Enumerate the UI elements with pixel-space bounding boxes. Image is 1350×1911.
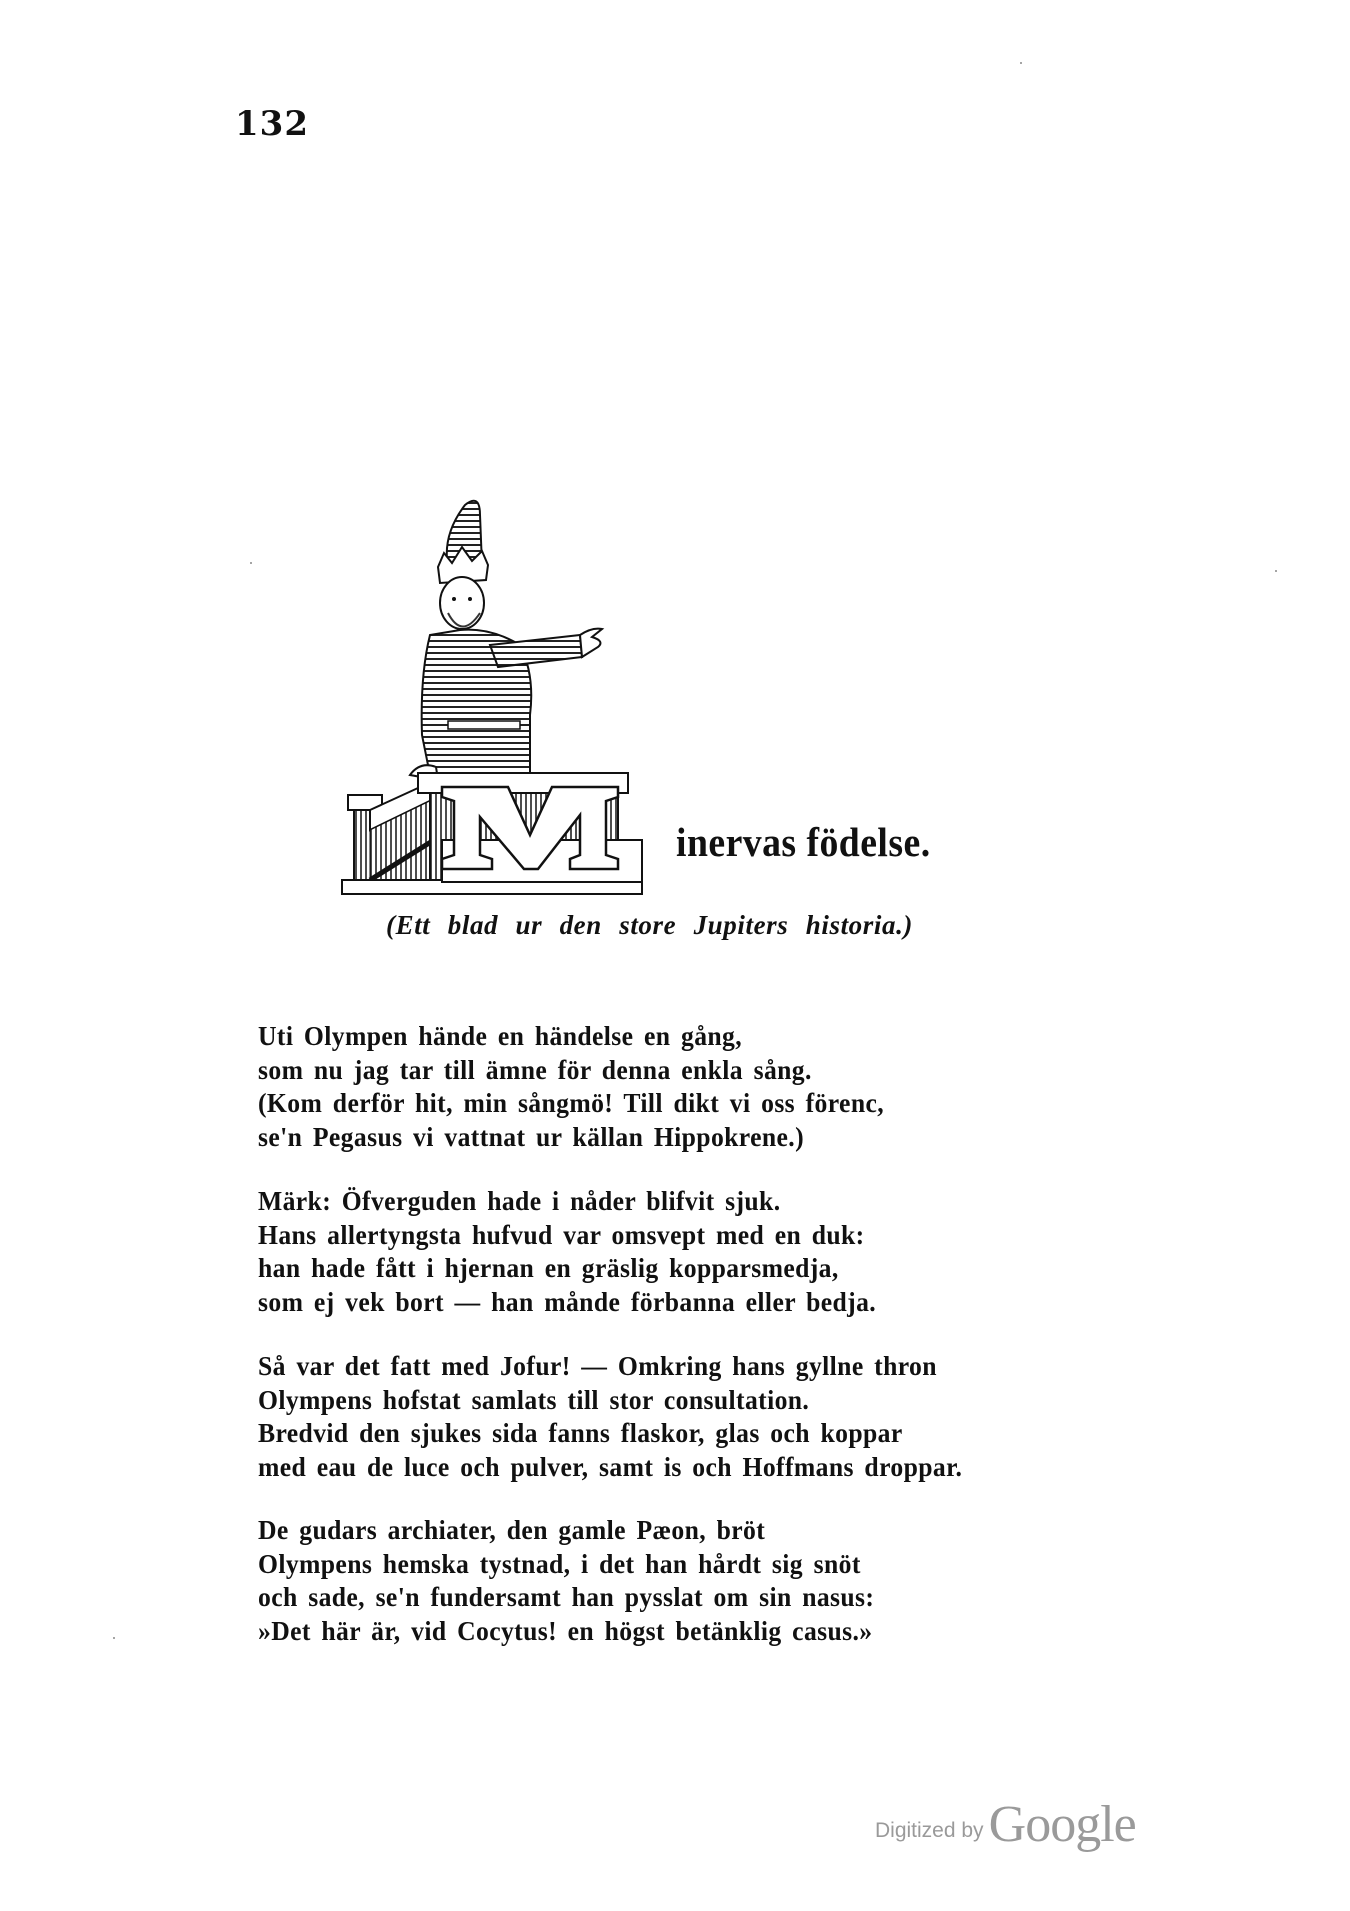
verse-line: Uti Olympen hände en händelse en gång, (258, 1021, 743, 1051)
page-number: 132 (235, 104, 309, 144)
verse-line: »Det här är, vid Cocytus! en högst betänklig casus.» (258, 1615, 873, 1646)
verse-line: Olympens hofstat samlats till stor consultation. (258, 1384, 810, 1415)
verse-line: se'n Pegasus vi vattnat ur källan Hippokrene.) (258, 1121, 804, 1152)
watermark-prefix: Digitized by (875, 1819, 984, 1842)
scan-speck (1020, 62, 1022, 64)
stanza (258, 1514, 907, 1648)
scan-speck (250, 562, 252, 564)
verse-line: som ej vek bort — han månde förbanna eller bedja. (258, 1286, 877, 1317)
verse-line: Märk: Öfverguden hade i nåder blifvit sjuk. (258, 1186, 781, 1216)
verse-line: som nu jag tar till ämne för denna enkla sång. (258, 1054, 812, 1085)
digitized-watermark (875, 1795, 1136, 1854)
verse-line: De gudars archiater, den gamle Pæon, bröt (258, 1515, 766, 1545)
google-logo: Google (988, 1796, 1136, 1853)
verse-line: Olympens hemska tystnad, i det han hårdt sig snöt (258, 1548, 861, 1579)
poem-title: inervas födelse. (676, 819, 931, 865)
verse-line: (Kom derför hit, min sångmö! Till dikt vi oss förenc, (258, 1088, 885, 1118)
verse-line: han hade fått i hjernan en gräslig kopparsmedja, (258, 1253, 839, 1283)
verse-line: med eau de luce och pulver, samt is och Hoffmans droppar. (258, 1451, 963, 1482)
stanza (258, 1020, 917, 1154)
stanza (258, 1185, 909, 1319)
poem-subtitle: (Ett blad ur den store Jupiters historia.) (386, 910, 914, 940)
verse-line: och sade, se'n fundersamt han pysslat om sin nasus: (258, 1582, 875, 1612)
stanza (258, 1350, 999, 1484)
woodcut-illustration-icon (330, 495, 670, 895)
verse-line: Bredvid den sjukes sida fanns flaskor, glas och koppar (258, 1418, 903, 1448)
scan-speck (1275, 570, 1277, 572)
verse-line: Hans allertyngsta hufvud var omsvept med en duk: (258, 1219, 865, 1250)
verse-line: Så var det fatt med Jofur! — Omkring hans gyllne thron (258, 1351, 937, 1381)
scan-speck (113, 1637, 115, 1639)
